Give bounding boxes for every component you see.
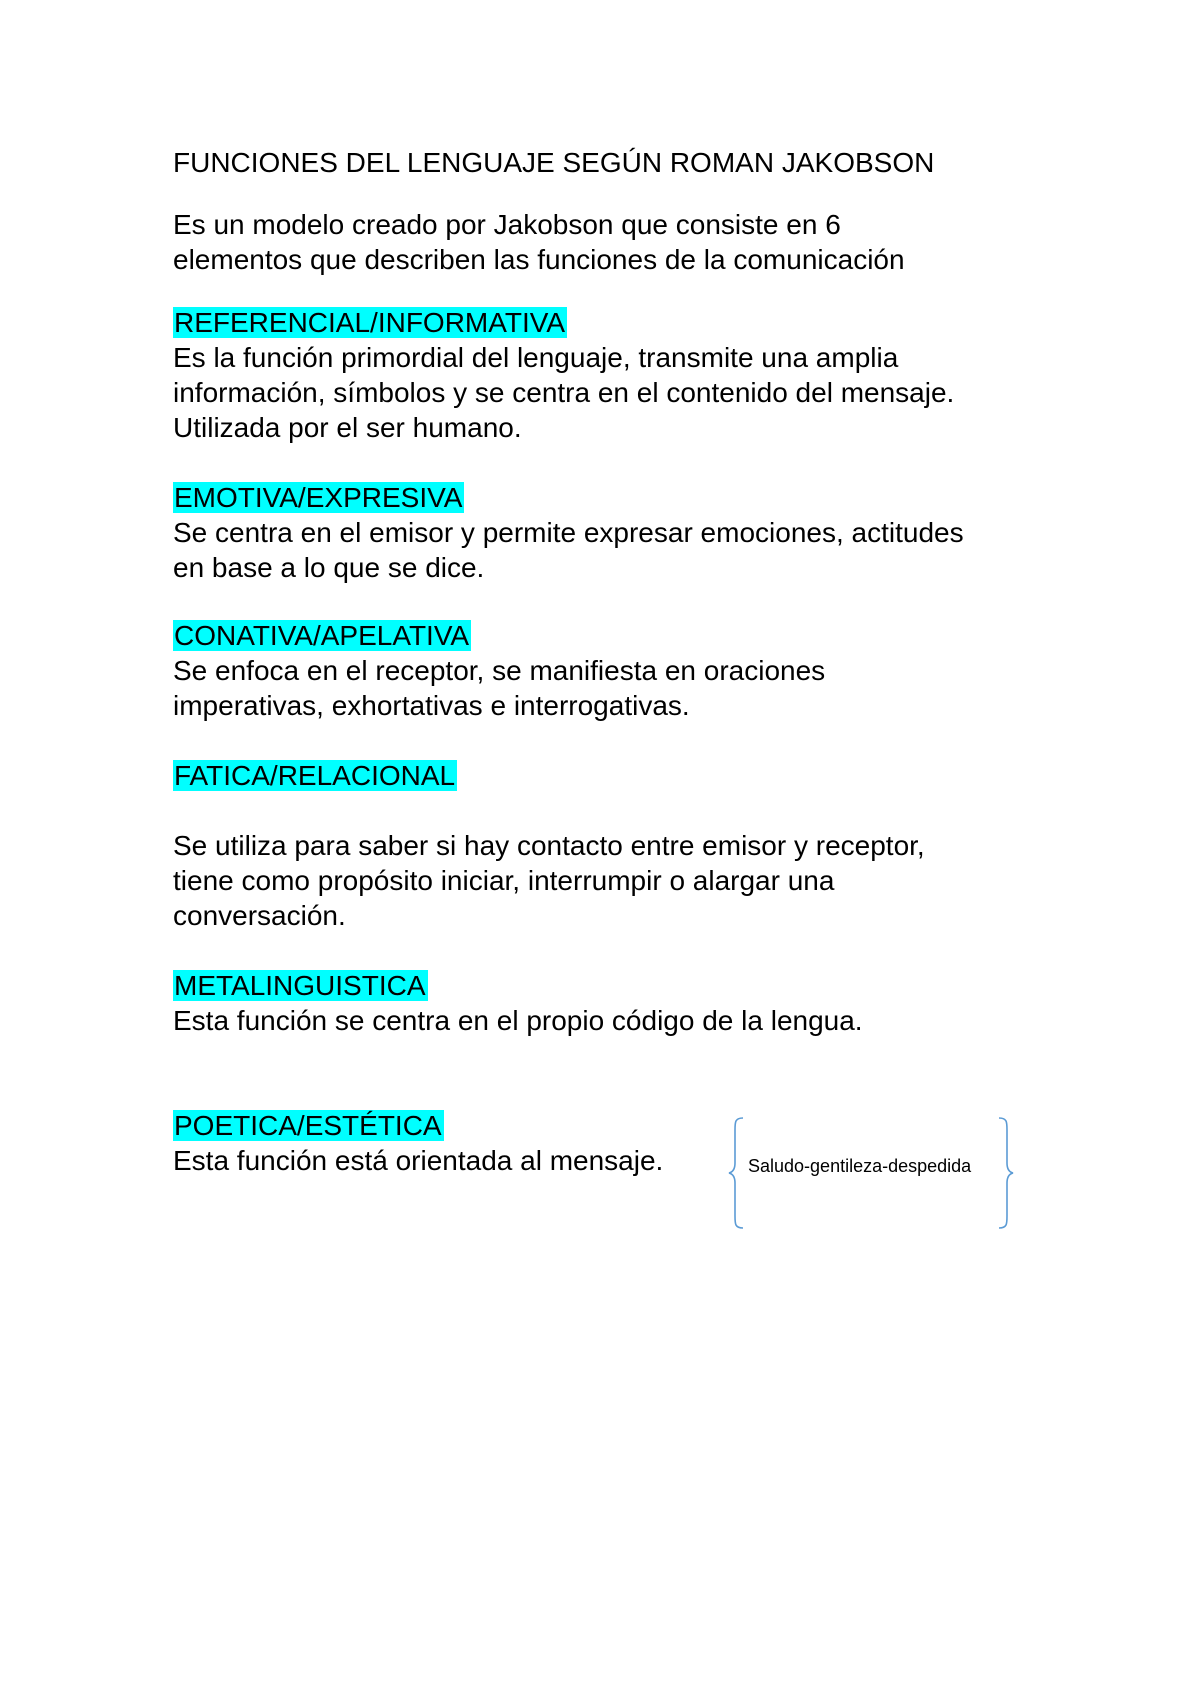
intro-line-2: elementos que describen las funciones de la comunicación bbox=[173, 244, 905, 275]
section-heading-emotiva bbox=[173, 480, 464, 515]
section-text-line: información, símbolos y se centra en el contenido del mensaje. bbox=[173, 377, 955, 408]
section-heading-metalinguistica bbox=[173, 968, 428, 1003]
section-text-line: Se centra en el emisor y permite expresar emociones, actitudes bbox=[173, 517, 964, 548]
highlighted-heading: CONATIVA/APELATIVA bbox=[174, 620, 470, 651]
left-brace-icon bbox=[727, 1116, 747, 1230]
section-heading-fatica bbox=[173, 758, 457, 793]
section-text-line: Esta función está orientada al mensaje. bbox=[173, 1145, 664, 1176]
highlighted-heading: FATICA/RELACIONAL bbox=[174, 760, 456, 791]
section-heading-referencial bbox=[173, 305, 567, 340]
section-text-line: Se utiliza para saber si hay contacto entre emisor y receptor, bbox=[173, 830, 925, 861]
highlighted-heading: POETICA/ESTÉTICA bbox=[174, 1110, 442, 1141]
section-text-line: conversación. bbox=[173, 900, 346, 931]
section-heading-conativa bbox=[173, 618, 471, 653]
highlighted-heading: REFERENCIAL/INFORMATIVA bbox=[174, 307, 566, 338]
section-text-line: Utilizada por el ser humano. bbox=[173, 412, 522, 443]
bracket-note-text: Saludo-gentileza-despedida bbox=[748, 1156, 972, 1176]
section-text-line: imperativas, exhortativas e interrogativas. bbox=[173, 690, 690, 721]
section-heading-poetica bbox=[173, 1108, 444, 1143]
section-text-line: tiene como propósito iniciar, interrumpir o alargar una bbox=[173, 865, 835, 896]
section-text-line: Se enfoca en el receptor, se manifiesta en oraciones bbox=[173, 655, 826, 686]
section-text-line: Esta función se centra en el propio código de la lengua. bbox=[173, 1005, 863, 1036]
section-text-line: Es la función primordial del lenguaje, transmite una amplia bbox=[173, 342, 899, 373]
document-title: FUNCIONES DEL LENGUAJE SEGÚN ROMAN JAKOBSON bbox=[173, 147, 935, 178]
intro-line-1: Es un modelo creado por Jakobson que consiste en 6 bbox=[173, 209, 841, 240]
section-text-line: en base a lo que se dice. bbox=[173, 552, 485, 583]
highlighted-heading: METALINGUISTICA bbox=[174, 970, 426, 1001]
right-brace-icon bbox=[995, 1116, 1015, 1230]
highlighted-heading: EMOTIVA/EXPRESIVA bbox=[174, 482, 463, 513]
